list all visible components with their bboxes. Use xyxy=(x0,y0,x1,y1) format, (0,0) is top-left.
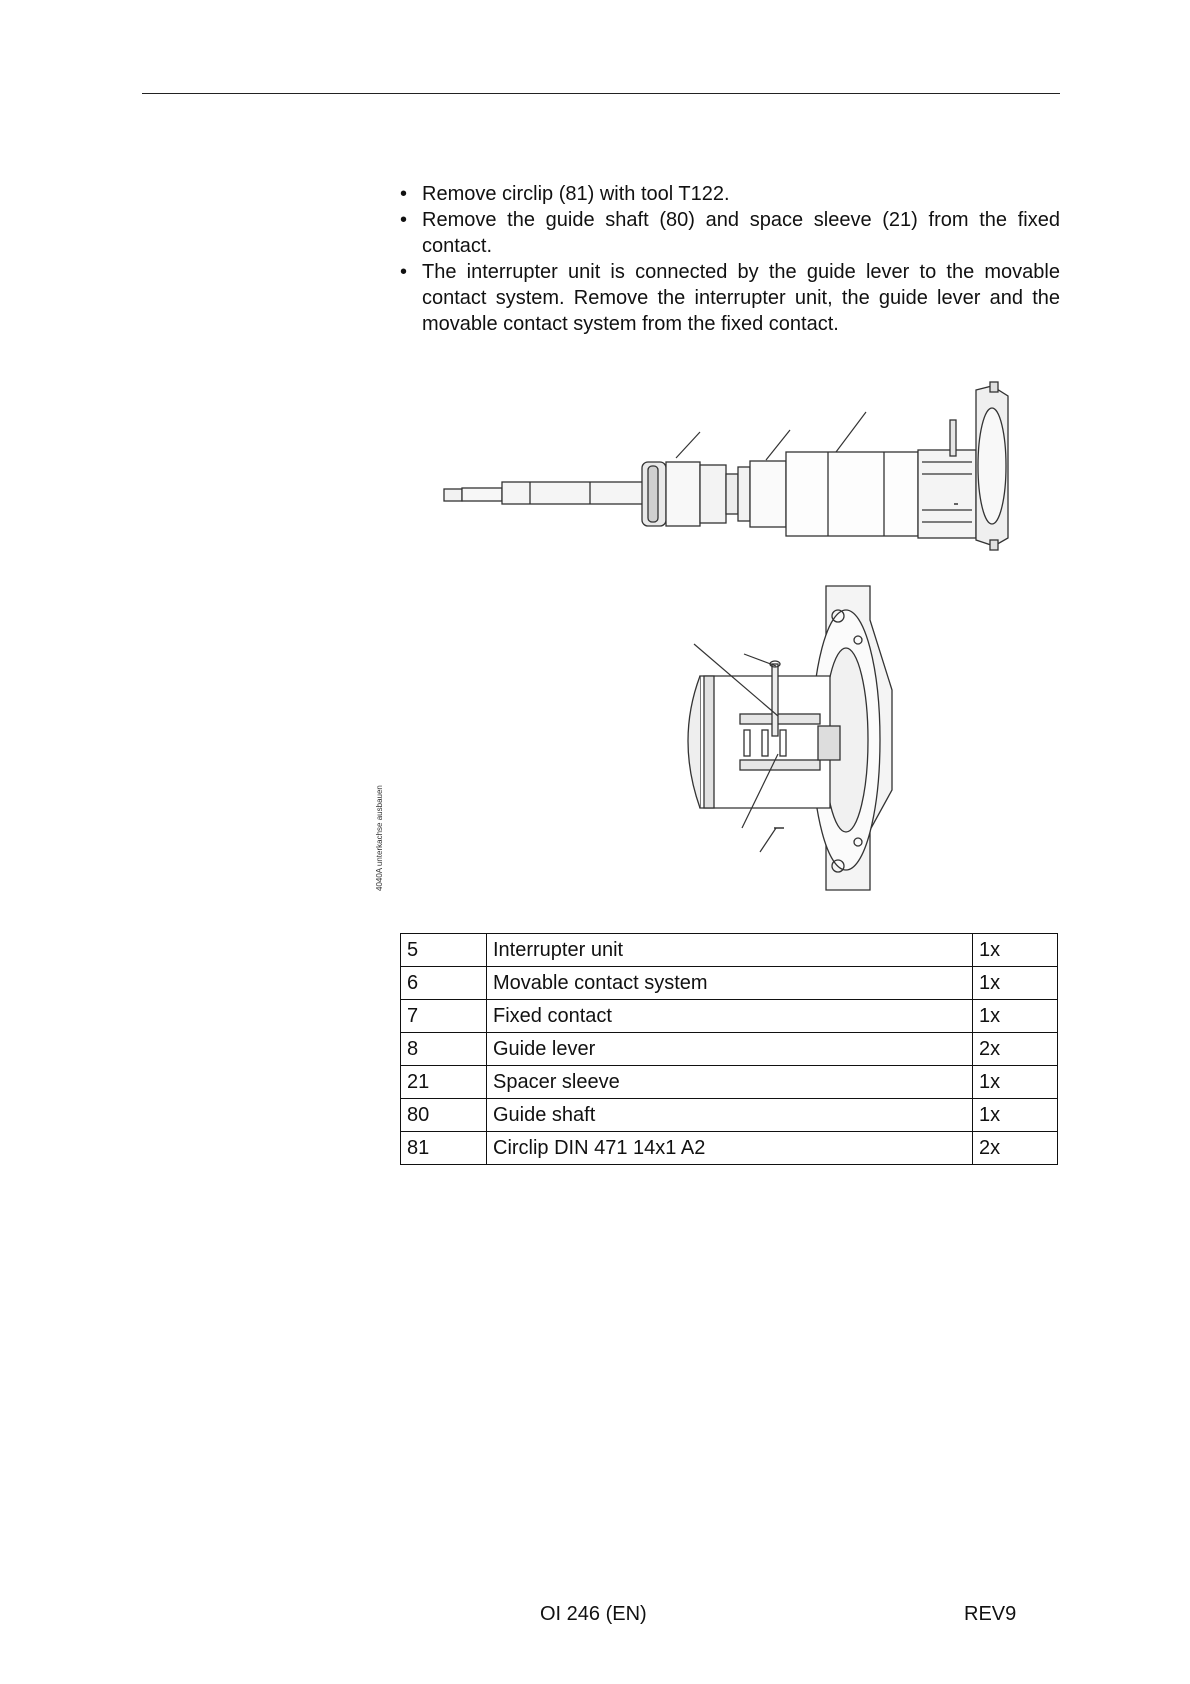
part-description: Circlip DIN 471 14x1 A2 xyxy=(487,1132,973,1165)
figure-caption-vertical: 4040A unterkachse ausbauen xyxy=(375,785,384,891)
table-row xyxy=(401,1033,1058,1066)
instruction-text: Remove circlip (81) with tool T122. xyxy=(422,183,730,205)
part-description: Guide shaft xyxy=(487,1099,973,1132)
instruction-item xyxy=(400,259,1060,337)
document-id: OI 246 (EN) xyxy=(540,1603,647,1625)
table-row xyxy=(401,1099,1058,1132)
part-number: 8 xyxy=(401,1033,487,1066)
part-quantity: 1x xyxy=(973,1099,1058,1132)
part-quantity: 1x xyxy=(973,1000,1058,1033)
part-description: Spacer sleeve xyxy=(487,1066,973,1099)
part-description: Interrupter unit xyxy=(487,934,973,967)
instruction-item xyxy=(400,181,1060,207)
table-row xyxy=(401,1066,1058,1099)
detail-assembly-figure xyxy=(0,580,1190,960)
part-quantity: 2x xyxy=(973,1132,1058,1165)
part-number: 6 xyxy=(401,967,487,1000)
part-quantity: 1x xyxy=(973,934,1058,967)
part-quantity: 1x xyxy=(973,967,1058,1000)
part-description: Fixed contact xyxy=(487,1000,973,1033)
part-number: 7 xyxy=(401,1000,487,1033)
instruction-list xyxy=(400,181,1060,337)
header-rule xyxy=(142,93,1060,94)
part-quantity: 1x xyxy=(973,1066,1058,1099)
table-row xyxy=(401,967,1058,1000)
revision-label: REV9 xyxy=(964,1603,1017,1625)
part-number: 21 xyxy=(401,1066,487,1099)
instruction-text: Remove the guide shaft (80) and space sleeve (21) from the fixed contact. xyxy=(422,209,1060,257)
table-row xyxy=(401,934,1058,967)
part-number: 81 xyxy=(401,1132,487,1165)
bullet-icon: • xyxy=(400,209,408,231)
part-number: 5 xyxy=(401,934,487,967)
part-description: Guide lever xyxy=(487,1033,973,1066)
parts-table xyxy=(400,933,1058,1165)
instruction-item xyxy=(400,207,1060,259)
bullet-icon: • xyxy=(400,183,408,205)
table-row xyxy=(401,1000,1058,1033)
table-row xyxy=(401,1132,1058,1165)
part-number: 80 xyxy=(401,1099,487,1132)
bullet-icon: • xyxy=(400,261,408,283)
part-quantity: 2x xyxy=(973,1033,1058,1066)
instruction-text: The interrupter unit is connected by the guide lever to the movable contact system. Remove the interrupter unit, the guide lever and the movable contact system from the fixed contact. xyxy=(422,261,1060,335)
part-description: Movable contact system xyxy=(487,967,973,1000)
